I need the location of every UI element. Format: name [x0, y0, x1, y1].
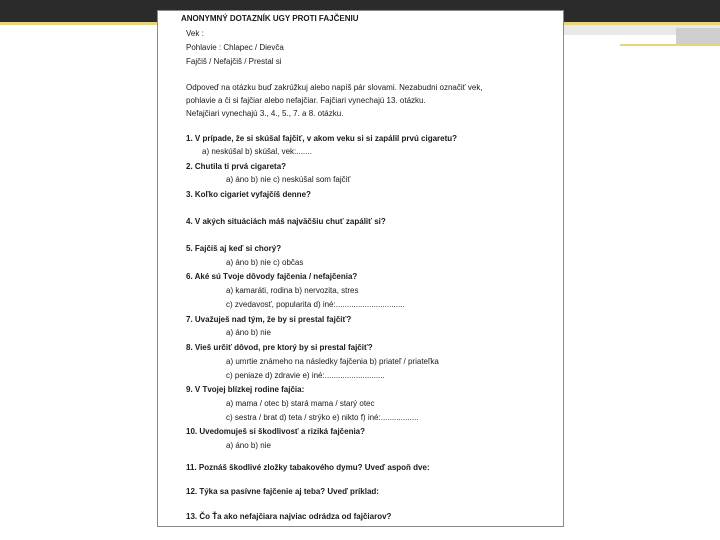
- instructions-line-3: Nefajčiari vynechajú 3., 4., 5., 7. a 8. otázku.: [186, 109, 344, 118]
- question-12: 12. Týka sa pasívne fajčenie aj teba? Uveď príklad:: [186, 487, 379, 496]
- question-8-options-1: a) umrtie známeho na následky fajčenia b) priateľ / priateľka: [226, 357, 439, 366]
- gender-field: Pohlavie : Chlapec / Dievča: [186, 43, 284, 52]
- question-9-options-2: c) sestra / brat d) teta / strýko e) nikto f) iné:.................: [226, 413, 419, 422]
- questionnaire-document: [157, 10, 564, 527]
- instructions-line-2: pohlavie a či si fajčiar alebo nefajčiar. Fajčiari vynechajú 13. otázku.: [186, 96, 426, 105]
- question-2-options: a) áno b) nie c) neskúšal som fajčiť: [226, 175, 351, 184]
- smoker-field: Fajčiš / Nefajčiš / Prestal si: [186, 57, 282, 66]
- question-6: 6. Aké sú Tvoje dôvody fajčenia / nefajčenia?: [186, 272, 358, 281]
- question-1: 1. V prípade, že si skúšal fajčiť, v akom veku si si zapálil prvú cigaretu?: [186, 134, 458, 143]
- question-8: 8. Vieš určiť dôvod, pre ktorý by si prestal fajčiť?: [186, 343, 373, 352]
- question-9: 9. V Tvojej blízkej rodine fajčia:: [186, 385, 305, 394]
- question-10: 10. Uvedomuješ si škodlivosť a riziká fajčenia?: [186, 427, 366, 436]
- question-3: 3. Koľko cigariet vyfajčíš denne?: [186, 190, 311, 199]
- doc-title: ANONYMNÝ DOTAZNÍK UGY PROTI FAJČENIU: [181, 14, 359, 23]
- question-10-options: a) áno b) nie: [226, 441, 271, 450]
- question-4: 4. V akých situáciách máš najväčšiu chuť zapáliť si?: [186, 217, 386, 226]
- question-6-options-2: c) zvedavosť, popularita d) iné:...............................: [226, 300, 405, 309]
- question-13: 13. Čo Ťa ako nefajčiara najviac odrádza od fajčiarov?: [186, 512, 392, 521]
- question-11: 11. Poznáš škodlivé zložky tabakového dymu? Uveď aspoň dve:: [186, 463, 430, 472]
- question-5-options: a) áno b) nie c) občas: [226, 258, 304, 267]
- question-6-options-1: a) kamaráti, rodina b) nervozita, stres: [226, 286, 359, 295]
- question-7: 7. Uvažuješ nad tým, že by si prestal fajčiť?: [186, 315, 352, 324]
- question-8-options-2: c) peniaze d) zdravie e) iné:...........................: [226, 371, 385, 380]
- question-9-options-1: a) mama / otec b) stará mama / starý otec: [226, 399, 375, 408]
- question-2: 2. Chutila ti prvá cigareta?: [186, 162, 287, 171]
- question-7-options: a) áno b) nie: [226, 328, 271, 337]
- question-1-options: a) neskúšal b) skúšal, vek:.......: [202, 147, 312, 156]
- question-5: 5. Fajčíš aj keď si chorý?: [186, 244, 282, 253]
- age-field: Vek :: [186, 29, 204, 38]
- corner-accent-line: [620, 44, 720, 46]
- instructions-line-1: Odpoveď na otázku buď zakrúžkuj alebo napíš pár slovami. Nezabudni označiť vek,: [186, 83, 483, 92]
- corner-decoration: [676, 28, 720, 44]
